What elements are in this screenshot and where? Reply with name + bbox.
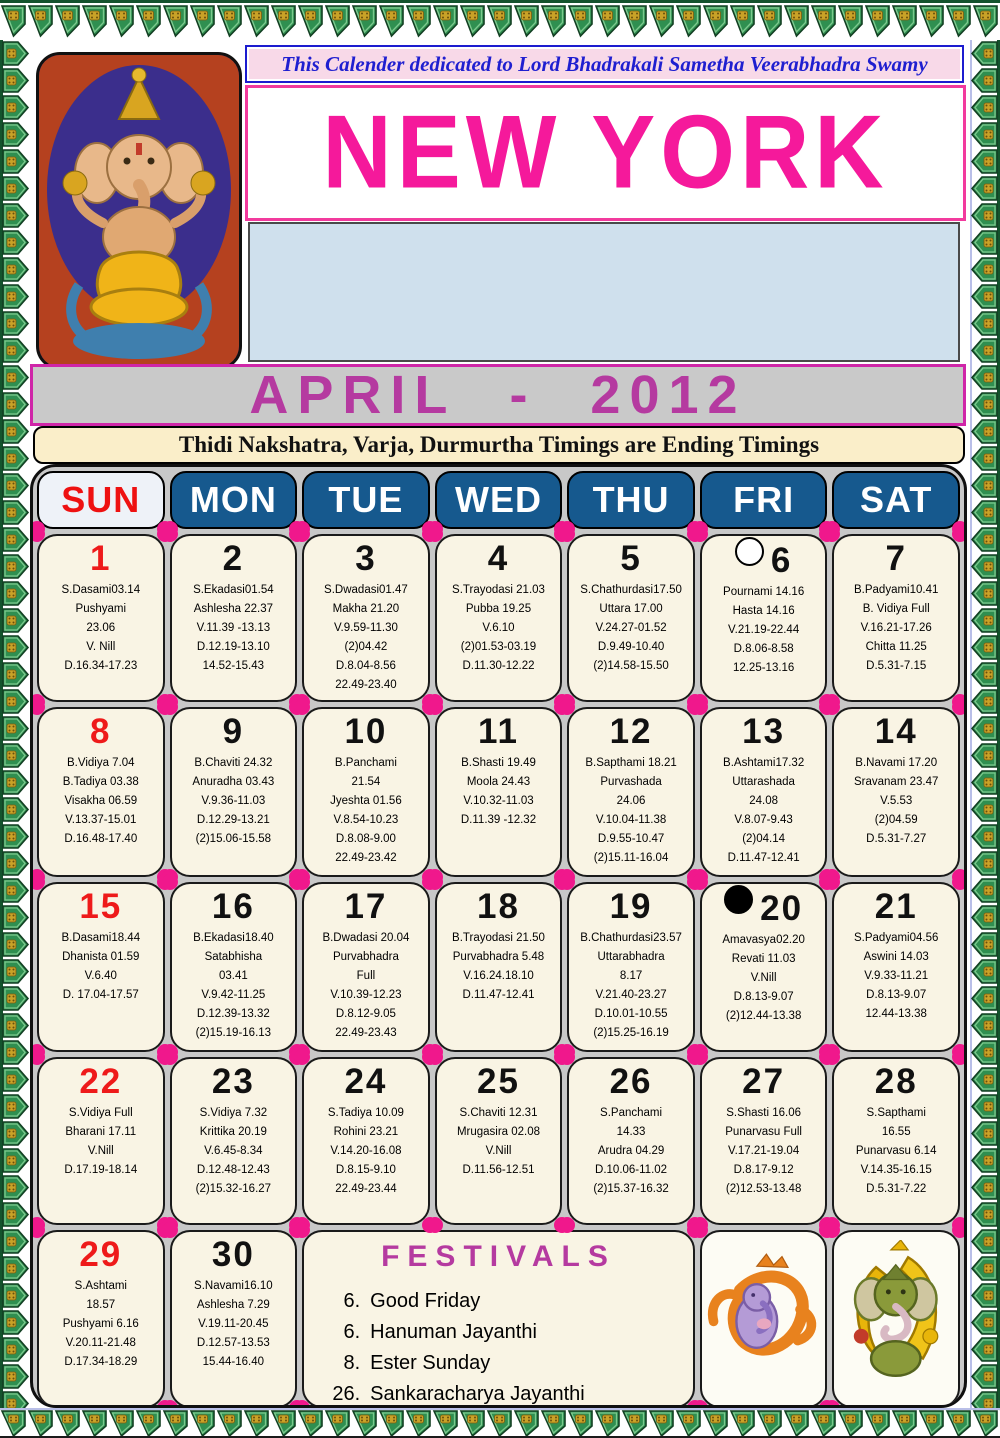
day-cell-9 [170, 707, 298, 877]
day-cell-5 [567, 534, 695, 702]
panchangam-line: (2)04.14 [742, 833, 786, 845]
panchangam-line: 12.25-13.16 [732, 662, 795, 674]
panchangam-line: 24.08 [749, 795, 779, 807]
panchangam-line: V.20.11-21.48 [65, 1337, 136, 1349]
day-number: 22 [79, 1062, 123, 1101]
corner-dot [162, 1400, 178, 1408]
corner-dot [427, 1049, 443, 1065]
panchangam-line: Pushyami [75, 603, 127, 615]
panchangam-line: V.Nill [485, 1145, 512, 1157]
panchangam-line: D.11.47-12.41 [462, 989, 535, 1001]
om-ganesha-artwork-right [832, 1230, 960, 1408]
festivals-list [304, 1286, 693, 1408]
day-cell-24 [302, 1057, 430, 1225]
panchangam-line: D.12.39-13.32 [196, 1008, 270, 1020]
panchangam-line: Purvabhadra 5.48 [452, 951, 545, 963]
panchangam-line: 22.49-23.40 [335, 679, 397, 691]
panchangam-line: Ashlesha 22.37 [193, 603, 273, 615]
panchangam-line: D.12.29-13.21 [196, 814, 270, 826]
panchangam-line: D.11.30-12.22 [462, 660, 535, 672]
corner-dot [162, 699, 178, 715]
panchangam-line: V.8.54-10.23 [333, 814, 399, 826]
day-number: 6 [702, 537, 826, 583]
panchangam-line: B.Dasami18.44 [61, 932, 141, 944]
day-cell-21 [832, 882, 960, 1052]
day-number: 18 [477, 887, 520, 926]
panchangam-line: V.21.40-23.27 [595, 989, 667, 1001]
panchangam-line: D.11.56-12.51 [462, 1164, 535, 1176]
panchangam-line: S.Dwadasi01.47 [324, 584, 408, 596]
day-cell-15 [37, 882, 165, 1052]
day-cell-23 [170, 1057, 298, 1225]
day-number: 25 [477, 1062, 520, 1101]
weekday-header-mon: MON [170, 471, 298, 529]
panchangam-line: V.6.40 [84, 970, 117, 982]
panchangam-line: V.5.53 [880, 795, 913, 807]
panchangam-line: D.10.06-11.02 [595, 1164, 668, 1176]
panchangam-line: V.19.11-20.45 [198, 1318, 269, 1330]
panchangam-line: (2)12.53-13.48 [725, 1183, 802, 1195]
border-ornament-left [0, 40, 30, 1408]
day-number: 15 [79, 887, 123, 926]
panchangam-line: 24.06 [616, 795, 646, 807]
panchangam-line: B.Tadiya 03.38 [62, 776, 139, 788]
panchangam-line: Pubba 19.25 [465, 603, 532, 615]
panchangam-line: D.8.13-9.07 [733, 991, 794, 1003]
festivals-title: FESTIVALS [381, 1240, 616, 1273]
border-ornament-right [970, 40, 1000, 1408]
corner-dot [162, 1222, 178, 1238]
panchangam-line: V.16.24.18.10 [463, 970, 534, 982]
panchangam-line: 23.06 [86, 622, 116, 634]
panchangam-line: Dhanista 01.59 [62, 951, 140, 963]
day-cell-17 [302, 882, 430, 1052]
panchangam-line: Purvabhadra [332, 951, 399, 963]
panchangam-line: B.Sapthami 18.21 [585, 757, 677, 769]
festival-name: Hanuman Jayanthi [370, 1321, 537, 1343]
panchangam-line: D.8.04-8.56 [335, 660, 396, 672]
panchangam-line: S.Panchami [600, 1107, 663, 1119]
panchangam-line: S.Sapthami [866, 1107, 926, 1119]
panchangam-line: V.10.32-11.03 [463, 795, 534, 807]
panchangam-line: V.9.42-11.25 [201, 989, 266, 1001]
panchangam-line: D.12.57-13.53 [196, 1337, 270, 1349]
panchangam-line: Anuradha 03.43 [192, 776, 275, 788]
new-moon-icon [724, 885, 753, 914]
panchangam-line: Punarvasu 6.14 [855, 1145, 937, 1157]
panchangam-line: B. Vidiya Full [862, 603, 930, 615]
day-cell-11 [435, 707, 563, 877]
calendar-grid [30, 464, 967, 1408]
panchangam-line: D.5.31-7.22 [866, 1183, 927, 1195]
day-number: 21 [874, 887, 918, 926]
city-title-box [245, 85, 966, 221]
panchangam-line: S.Trayodasi 21.03 [452, 584, 545, 596]
panchangam-line: V.9.36-11.03 [201, 795, 266, 807]
festival-item [318, 1348, 693, 1379]
panchangam-line: 12.44-13.38 [865, 1008, 927, 1020]
corner-dot [692, 526, 708, 542]
festival-item [318, 1379, 693, 1408]
panchangam-line: Pournami 14.16 [723, 586, 805, 598]
panchangam-line: Arudra 04.29 [597, 1145, 665, 1157]
day-number: 29 [79, 1235, 123, 1274]
day-number: 8 [90, 712, 112, 751]
panchangam-line: S.Ekadasi01.54 [193, 584, 274, 596]
panchangam-line: S.Vidiya Full [68, 1107, 133, 1119]
day-number: 12 [609, 712, 653, 751]
day-cell-29 [37, 1230, 165, 1408]
panchangam-line: V.9.33-11.21 [864, 970, 929, 982]
panchangam-line: B.Chathurdasi23.57 [580, 932, 682, 944]
corner-dot [427, 1217, 443, 1233]
corner-dot [692, 874, 708, 890]
day-cell-28 [832, 1057, 960, 1225]
corner-dot [952, 526, 967, 542]
day-number: 1 [90, 539, 112, 578]
panchangam-line: S.Padyami04.56 [854, 932, 939, 944]
day-number: 30 [211, 1235, 255, 1274]
panchangam-line: Uttara 17.00 [599, 603, 663, 615]
panchangam-line: D.5.31-7.27 [866, 833, 927, 845]
weekday-header-wed: WED [435, 471, 563, 529]
corner-dot [952, 874, 967, 890]
panchangam-line: D.5.31-7.15 [866, 660, 927, 672]
corner-dot [162, 1049, 178, 1065]
festival-name: Good Friday [370, 1290, 481, 1312]
day-number: 16 [211, 887, 255, 926]
panchangam-line: 18.57 [86, 1299, 116, 1311]
day-cell-7 [832, 534, 960, 702]
border-ornament-top [0, 0, 1000, 40]
panchangam-line: D.17.19-18.14 [64, 1164, 138, 1176]
festival-date: 26. [332, 1383, 361, 1405]
panchangam-line: (2)12.44-13.38 [725, 1010, 802, 1022]
panchangam-line: Punarvasu Full [725, 1126, 802, 1138]
panchangam-line: S.Shasti 16.06 [726, 1107, 802, 1119]
panchangam-line: (2)04.59 [874, 814, 918, 826]
panchangam-line: S.Vidiya 7.32 [199, 1107, 268, 1119]
panchangam-line: V.16.21-17.26 [860, 622, 932, 634]
day-number: 20 [702, 885, 826, 931]
day-cell-4 [435, 534, 563, 702]
panchangam-line: D.12.48-12.43 [196, 1164, 270, 1176]
corner-dot [952, 699, 967, 715]
panchangam-line: S.Ashtami [74, 1280, 127, 1292]
city-title: NEW YORK [322, 94, 889, 211]
panchangam-line: S.Navami16.10 [194, 1280, 273, 1292]
panchangam-line: V.8.07-9.43 [734, 814, 793, 826]
panchangam-line: S.Chaviti 12.31 [459, 1107, 538, 1119]
day-number: 27 [742, 1062, 786, 1101]
panchangam-line: D.8.17-9.12 [733, 1164, 794, 1176]
panchangam-line: Satabhisha [204, 951, 263, 963]
timings-note: Thidi Nakshatra, Varja, Durmurtha Timings are Ending Timings [178, 432, 820, 457]
panchangam-line: (2)15.19-16.13 [195, 1027, 272, 1039]
panchangam-line: V.14.35-16.15 [860, 1164, 932, 1176]
day-cell-10 [302, 707, 430, 877]
panchangam-line: Full [356, 970, 376, 982]
panchangam-line: (2)04.42 [344, 641, 388, 653]
weekday-header-fri: FRI [700, 471, 828, 529]
day-number: 28 [874, 1062, 918, 1101]
panchangam-line: V.24.27-01.52 [595, 622, 667, 634]
panchangam-line: D.8.08-9.00 [335, 833, 396, 845]
panchangam-line: (2)15.32-16.27 [195, 1183, 272, 1195]
day-number: 19 [609, 887, 653, 926]
panchangam-line: 21.54 [351, 776, 381, 788]
day-number: 23 [211, 1062, 255, 1101]
panchangam-line: 22.49-23.44 [335, 1183, 397, 1195]
festival-item [318, 1286, 693, 1317]
panchangam-line: B.Dwadasi 20.04 [322, 932, 410, 944]
month-title-bar [30, 364, 966, 426]
day-number: 11 [477, 712, 519, 751]
panchangam-line: Jyeshta 01.56 [330, 795, 402, 807]
panchangam-line: V.11.39 -13.13 [196, 622, 271, 634]
festival-date: 6. [343, 1321, 361, 1343]
panchangam-line: (2)15.25-16.19 [593, 1027, 669, 1039]
day-number: 10 [344, 712, 388, 751]
day-cell-30 [170, 1230, 298, 1408]
day-number: 26 [609, 1062, 653, 1101]
day-cell-13 [700, 707, 828, 877]
dedication-text: This Calender dedicated to Lord Bhadrakali Sametha Veerabhadra Swamy [281, 51, 928, 76]
panchangam-line: Amavasya02.20 [722, 934, 805, 946]
panchangam-line: Pushyami 6.16 [62, 1318, 139, 1330]
panchangam-line: B.Navami 17.20 [855, 757, 938, 769]
panchangam-line: V.13.37-15.01 [65, 814, 137, 826]
panchangam-line: D.8.12-9.05 [335, 1008, 396, 1020]
panchangam-line: Hasta 14.16 [732, 605, 795, 617]
panchangam-line: (2)15.11-16.04 [593, 852, 669, 864]
dedication-banner [245, 45, 964, 83]
panchangam-line: S.Tadiya 10.09 [327, 1107, 404, 1119]
day-number: 24 [344, 1062, 388, 1101]
panchangam-line: Purvashada [600, 776, 662, 788]
corner-dot [952, 1222, 967, 1238]
panchangam-line: Krittika 20.19 [199, 1126, 267, 1138]
month-title: APRIL - 2012 [249, 365, 747, 425]
corner-dot [427, 699, 443, 715]
day-cell-8 [37, 707, 165, 877]
om-ganesha-artwork-left [700, 1230, 828, 1408]
day-cell-14 [832, 707, 960, 877]
panchangam-line: V.21.19-22.44 [728, 624, 800, 636]
day-cell-12 [567, 707, 695, 877]
blank-blue-panel [248, 222, 960, 362]
panchangam-line: D.9.55-10.47 [597, 833, 665, 845]
panchangam-line: Uttarabhadra [597, 951, 665, 963]
panchangam-line: 14.33 [616, 1126, 646, 1138]
day-number: 17 [344, 887, 388, 926]
day-cell-25 [435, 1057, 563, 1225]
panchangam-line: V.6.45-8.34 [204, 1145, 263, 1157]
day-number: 5 [620, 539, 642, 578]
panchangam-line: V.6.10 [482, 622, 515, 634]
panchangam-line: V. Nill [86, 641, 116, 653]
corner-dot [162, 874, 178, 890]
festival-date: 6. [343, 1290, 361, 1312]
corner-dot [427, 874, 443, 890]
panchangam-line: V.Nill [750, 972, 777, 984]
panchangam-line: Moola 24.43 [466, 776, 531, 788]
panchangam-line: B.Trayodasi 21.50 [452, 932, 545, 944]
day-cell-16 [170, 882, 298, 1052]
panchangam-line: S.Dasami03.14 [61, 584, 141, 596]
panchangam-line: B.Panchami [334, 757, 397, 769]
panchangam-line: B.Ekadasi18.40 [193, 932, 274, 944]
panchangam-line: (2)14.58-15.50 [593, 660, 669, 672]
ganesha-photo-image [36, 52, 242, 370]
day-cell-22 [37, 1057, 165, 1225]
panchangam-line: V.10.04-11.38 [595, 814, 667, 826]
panchangam-line: Uttarashada [732, 776, 795, 788]
festival-name: Sankaracharya Jayanthi [370, 1383, 585, 1405]
panchangam-line: D.12.19-13.10 [196, 641, 270, 653]
day-number: 9 [222, 712, 245, 751]
panchangam-line: 14.52-15.43 [202, 660, 265, 672]
day-cell-19 [567, 882, 695, 1052]
panchangam-line: Aswini 14.03 [863, 951, 929, 963]
weekday-header-tue: TUE [302, 471, 430, 529]
panchangam-line: B.Padyami10.41 [854, 584, 939, 596]
corner-dot [692, 1400, 708, 1408]
day-number: 13 [742, 712, 786, 751]
panchangam-line: Makha 21.20 [332, 603, 400, 615]
panchangam-line: Ashlesha 7.29 [196, 1299, 270, 1311]
panchangam-line: D.16.48-17.40 [64, 833, 138, 845]
panchangam-line: 22.49-23.42 [335, 852, 397, 864]
panchangam-line: D.10.01-10.55 [594, 1008, 668, 1020]
panchangam-line: V.10.39-12.23 [330, 989, 402, 1001]
day-cell-20 [700, 882, 828, 1052]
day-cell-3 [302, 534, 430, 702]
corner-dot [692, 699, 708, 715]
festival-name: Ester Sunday [370, 1352, 491, 1374]
festival-date: 8. [343, 1352, 361, 1374]
panchangam-line: D.8.13-9.07 [866, 989, 927, 1001]
day-cell-26 [567, 1057, 695, 1225]
panchangam-line: 15.44-16.40 [202, 1356, 265, 1368]
panchangam-line: V.14.20-16.08 [330, 1145, 402, 1157]
panchangam-line: (2)15.06-15.58 [195, 833, 272, 845]
panchangam-line: B.Shasti 19.49 [461, 757, 536, 769]
panchangam-line: 16.55 [881, 1126, 911, 1138]
panchangam-line: (2)01.53-03.19 [460, 641, 537, 653]
weekday-header-thu: THU [567, 471, 695, 529]
day-cell-27 [700, 1057, 828, 1225]
corner-dot [952, 1049, 967, 1065]
day-number: 3 [355, 539, 377, 578]
panchangam-line: D.8.15-9.10 [335, 1164, 396, 1176]
panchangam-line: Rohini 23.21 [333, 1126, 399, 1138]
panchangam-line: D.17.34-18.29 [64, 1356, 138, 1368]
panchangam-line: V.Nill [87, 1145, 114, 1157]
full-moon-icon [735, 537, 764, 566]
weekday-header-sat: SAT [832, 471, 960, 529]
panchangam-line: B.Vidiya 7.04 [67, 757, 135, 769]
festivals-panel [302, 1230, 695, 1408]
panchangam-line: Chitta 11.25 [865, 641, 927, 653]
panchangam-line: Mrugasira 02.08 [456, 1126, 541, 1138]
panchangam-line: D.9.49-10.40 [597, 641, 665, 653]
panchangam-line: 8.17 [619, 970, 643, 982]
corner-dot [162, 526, 178, 542]
corner-dot [952, 1400, 967, 1408]
corner-dot [692, 1222, 708, 1238]
panchangam-line: Bharani 17.11 [65, 1126, 137, 1138]
day-cell-2 [170, 534, 298, 702]
panchangam-line: Revati 11.03 [731, 953, 796, 965]
corner-dot [692, 1049, 708, 1065]
day-cell-1 [37, 534, 165, 702]
panchangam-line: 22.49-23.43 [335, 1027, 397, 1039]
panchangam-line: Visakha 06.59 [64, 795, 138, 807]
panchangam-line: D.16.34-17.23 [64, 660, 138, 672]
corner-dot [427, 526, 443, 542]
panchangam-line: D. 17.04-17.57 [62, 989, 139, 1001]
panchangam-line: D.11.39 -12.32 [460, 814, 537, 826]
timings-note-bar [33, 426, 965, 464]
panchangam-line: Sravanam 23.47 [854, 776, 939, 788]
day-number: 4 [487, 539, 510, 578]
panchangam-line: V.17.21-19.04 [728, 1145, 800, 1157]
panchangam-line: (2)15.37-16.32 [593, 1183, 669, 1195]
day-cell-18 [435, 882, 563, 1052]
panchangam-line: D.11.47-12.41 [727, 852, 800, 864]
panchangam-line: S.Chathurdasi17.50 [580, 584, 682, 596]
day-number: 2 [222, 539, 245, 578]
day-cell-6 [700, 534, 828, 702]
panchangam-line: 03.41 [218, 970, 248, 982]
panchangam-line: B.Ashtami17.32 [723, 757, 805, 769]
day-number: 14 [874, 712, 918, 751]
day-number: 7 [885, 539, 907, 578]
panchangam-line: D.8.06-8.58 [733, 643, 794, 655]
festival-item [318, 1317, 693, 1348]
panchangam-line: V.9.59-11.30 [333, 622, 398, 634]
weekday-header-sun: SUN [37, 471, 165, 529]
panchangam-line: B.Chaviti 24.32 [194, 757, 273, 769]
border-ornament-bottom [0, 1408, 1000, 1438]
